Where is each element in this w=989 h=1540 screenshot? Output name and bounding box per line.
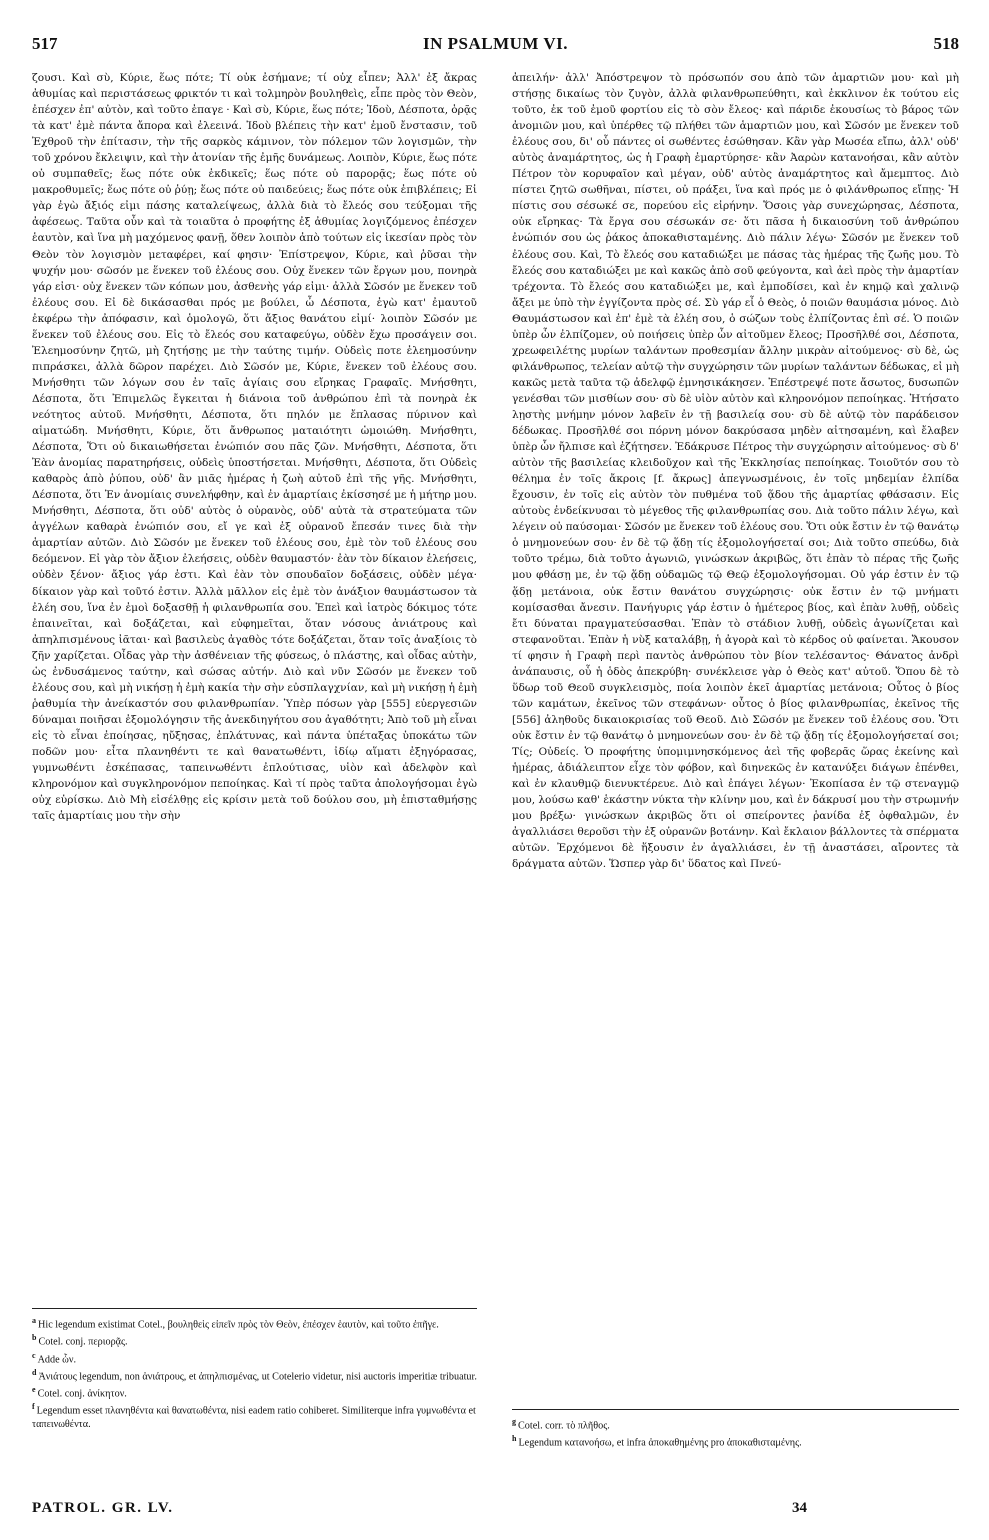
footnotes-right (512, 1416, 959, 1451)
left-text-column (32, 70, 477, 824)
footnote-mark: h (512, 1434, 517, 1444)
footnote-text: Legendum κατανοήσω, et infra ἀποκαθημένης pro ἀποκαθισταμένης. (518, 1437, 802, 1449)
page-number-right: 518 (933, 34, 959, 53)
footnote-text: Cotel. corr. τὸ πλῆθος. (518, 1420, 610, 1432)
footnote-mark: f (32, 1402, 35, 1412)
footnote-mark: d (32, 1367, 37, 1377)
page-footer (32, 1500, 959, 1520)
footnote (32, 1401, 477, 1431)
series-signature: PATROL. GR. LV. (32, 1500, 174, 1516)
footnote-text: Legendum esset πλανηθέντα καὶ θανατωθέντα, nisi eadem ratio cohiberet. Similiterque infra γυμνωθέντα et ταπεινωθέντα. (32, 1405, 476, 1430)
right-text-column (512, 70, 959, 872)
page-number-left: 517 (32, 34, 58, 53)
running-title: IN PSALMUM VI. (422, 34, 569, 53)
footnote-divider-right (512, 1409, 959, 1410)
footnote (512, 1416, 959, 1433)
footnotes-left (32, 1315, 477, 1432)
footnote (32, 1350, 477, 1367)
signature-number: 34 (792, 1500, 807, 1516)
footnote-mark: e (32, 1385, 36, 1395)
footnote-text: Cotel. conj. ἀνίκητον. (37, 1388, 127, 1400)
footnote-text: Cotel. conj. περιορᾷς. (38, 1336, 128, 1348)
footnote-text: Hic legendum existimat Cotel., βουληθεὶς εἰπεῖν πρὸς τὸν Θεὸν, ἐπέσχεν ἑαυτὸν, καὶ τοῦτο ἐπῆγε. (38, 1319, 439, 1331)
footnote (32, 1384, 477, 1401)
footnote-divider-left (32, 1308, 477, 1309)
footnote-text: Adde ὧν. (37, 1353, 77, 1365)
left-column-paragraph: ζουσι. Καὶ σὺ, Κύριε, ἕως πότε; Τί οὐκ ἐσήμανε; τί οὐχ εἶπεν; Ἀλλ' ἐξ ἄκρας ἀθυμίας καὶ περιστάσεως φρικτόν τι καὶ τολμηρὸν βουληθεὶς, εἶπε πρὸς τὸν Θεὸν, ἐπέσχεν ἐπ' αὐτὸν, καὶ τοῦτο ἐπαγε · Καὶ σὺ, Κύριε, ἕως πότε; Ἰδοὺ, Δέσποτα, ὁρᾷς τὰ κατ' ἐμὲ πάντα ἄπορα καὶ ἐλεεινά. Ἰδοὺ βλέπεις τὴν κατ' ἐμοῦ ἔνστασιν, τοῦ Ἐχθροῦ τὴν ἐπίτασιν, τὴν τῆς σαρκὸς κάμινον, τὸν πόλεμον τῶν λογισμῶν, τὴν τοῦ χρόνου ἔκλειψιν, καὶ τὴν ἀτονίαν τῆς ἐμῆς δυνάμεως. Λοιπὸν, Κύριε, ἕως πότε οὐ συμπαθεῖς; ἕως πότε οὐκ ἐκδικεῖς; ἕως πότε οὐ παρορᾷς; ἕως πότε οὐ μακροθυμεῖς; ἕως πότε οὐ ῥύῃ; ἕως πότε οὐ παιδεύεις; ἕως πότε οὐκ ἐπιβλέπεις; Εἰ γὰρ ἐγὼ ἄξιός εἰμι πάσης καταλείψεως, ἀλλὰ διὰ τὸ ἔλεός σου τεύξομαι τῆς ἀφέσεως. Ταῦτα οὖν καὶ τὰ τοιαῦτα ὁ προφήτης ἐξ ἀθυμίας λογιζόμενος ἐπέσχεν ἑαυτὸν, καὶ ἵνα μὴ μαχόμενος φανῇ, ὅθεν λοιπὸν ἀπὸ τούτων εἰς ἱκεσίαν πρὸς τὸν Θεὸν τὸν λογισμὸν μεταφέρει, καί φησιν· Ἐπίστρεψον, Κύριε, καὶ ῥῦσαι τὴν ψυχήν μου· σῶσόν με ἕνεκεν τοῦ ἐλέους σου. Οὐχ ἕνεκεν τῶν ἔργων μου, πονηρὰ γάρ εἰσι· οὐχ ἕνεκεν τῶν κόπων μου, ἀσθενὴς γάρ εἰμι· ἀλλὰ Σῶσόν με ἕνεκεν τοῦ ἐλέους σου. Εἰ δὲ δικάσασθαι πρός με βούλει, ὦ Δέσποτα, ἐγὼ κατ' ἐμαυτοῦ ἐκφέρω τὴν ἀπόφασιν, καὶ ὁμολογῶ, ὅτι ἄξιος θανάτου εἰμί· λοιπὸν Σῶσόν με ἕνεκεν τοῦ ἐλέους σου. Εἰς τὸ ἔλεός σου καταφεύγω, οὐδὲν ἔχω προσάγειν σοι. Ἐλεημοσύνην ζητῶ, μὴ ζητήσῃς με τὴν ταύτης τιμήν. Οὐδεὶς ποτε ἐλεημοσύνην πιπράσκει, ἀλλὰ δῶρον παρέχει. Διὸ Σῶσόν με, Κύριε, ἕνεκεν τοῦ ἐλέους σου. Μνήσθητι τῶν λόγων σου ἐν ταῖς ἁγίαις σου εἴρηκας Γραφαῖς. Μνήσθητι, Δέσποτα, ὅτι Ἐπιμελῶς ἔγκειται ἡ διάνοια τοῦ ἀνθρώπου ἐπὶ τὰ πονηρὰ ἐκ νεότητος αὐτοῦ. Μνήσθητι, Δέσποτα, ὅτι πηλόν με ἔπλασας πύρινον καὶ αἱματώδη. Μνήσθητι, Κύριε, ὅτι ἄνθρωπος ματαιότητι ὡμοιώθη. Μνήσθητι, Δέσποτα, Ὅτι οὐ δικαιωθήσεται ἐνώπιόν σου πᾶς ζῶν. Μνήσθητι, Δέσποτα, ὅτι Ἐὰν ἀνομίας παρατηρήσεις, οὐδεὶς ὑποστήσεται. Μνήσθητι, Δέσποτα, ὅτι Οὐδεὶς καθαρὸς ἀπὸ ῥύπου, οὐδ' ἂν μιᾶς ἡμέρας ἡ ζωὴ αὐτοῦ ἐπὶ τῆς γῆς. Μνήσθητι, Δέσποτα, ὅτι Ἐν ἀνομίαις συνελήφθην, καὶ ἐν ἁμαρτίαις ἐκίσσησέ με ἡ μήτηρ μου. Μνήσθητι, Δέσποτα, ὅτι οὐδ' αὐτὸς ὁ οὐρανὸς, οὐδ' αὐτὰ τὰ στρατεύματα τῶν ἀγγέλων καθαρὰ ἐνώπιόν σου, εἴ γε καὶ ἐξ οὐρανοῦ ἔπεσάν τινες διὰ τὴν ἁμαρτίαν αὐτῶν. Διὸ Σῶσόν με ἕνεκεν τοῦ ἐλέους σου, ἐμὲ τὸν τοῦ ἐλέους σου δεόμενον. Εἰ γὰρ τὸν ἄξιον ἐλεήσεις, οὐδὲν θαυμαστόν· ἐὰν τὸν δίκαιον ἐλεήσεις, οὐδὲν ξένον· ἄξιος γάρ ἐστι. Καὶ ἐὰν τὸν σπουδαῖον δοξάσεις, οὐδὲν μέγα· δίκαιον γὰρ καὶ τοῦτό ἐστιν. Ἀλλὰ μᾶλλον εἰς ἐμὲ τὸν ἀνάξιον θαυμάστωσον τὰ ἐλέη σου, ἵνα ἐν ἐμοὶ δοξασθῇ ἡ φιλανθρωπία σου. Ἐπεὶ καὶ ἰατρὸς δόκιμος τότε ἐπαινεῖται, καὶ δοξάζεται, καὶ εὐφημεῖται, ὅταν νόσους ἀνιάτρους καὶ ἀπηλπισμένους ἰᾶται· καὶ βασιλεὺς ἀγαθὸς τότε δοξάζεται, ὅταν τοῖς ἀναξίοις τὸ ζῆν χαρίζεται. Οἶδας γὰρ τὴν ἀσθένειαν τῆς φύσεως, ὁ πλάστης, καὶ οἶδας αὐτὴν, ὡς ἐνδυσάμενος ταύτην, καὶ σώσας αὐτήν. Διὸ καὶ νῦν Σῶσόν με ἕνεκεν τοῦ ἐλέους σου, καὶ μὴ νικήσῃ ἡ ἐμὴ κακία τὴν σὴν εὐσπλαγχνίαν, καὶ μὴ νικήσῃ ἡ ἐμὴ ῥαθυμία τὴν ἀνείκαστόν σου φιλανθρωπίαν. Ὑπὲρ πόσων γὰρ [555] εὐεργεσιῶν δύναμαι ποιῆσαι ἐξομολόγησιν τῆς ἀνεκδιηγήτου σου ἀγαθότητι; Ἀπὸ τοῦ μὴ εἶναι εἰς τὸ εἶναι ἐποίησας, ηὔξησας, ἐπλάτυνας, καὶ πάντα ὑπέταξας ὑποκάτω τῶν ποδῶν μου· εἶτα πλανηθέντι τε καὶ θανατωθέντι, ἰδίῳ αἵματι ἐξηγόρασας, γυμνωθέντι ἐσκέπασας, ταπεινωθέντι ἐπλούτισας, υἱὸν καὶ ἀδελφὸν καὶ κληρονόμον καὶ συγκληρονόμον πεποίηκας. Καὶ τί πρὸς ταῦτα ἀπολογήσομαι ἐγὼ οὐχ εὑρίσκω. Διὸ Μὴ εἰσέλθῃς εἰς κρίσιν μετὰ τοῦ δούλου σου, μὴ ἐπισταθμήσῃς ταῖς ἁμαρτίαις μου τὴν σὴν (32, 72, 477, 823)
footnote-mark: g (512, 1417, 516, 1426)
footnote-text: Ἀνιάτους legendum, non ἀνιάτρους, et ἀπηλπισμένας, ut Cotelerio videtur, nisi auctoris imperitiæ tribuatur. (38, 1371, 477, 1383)
footnote-mark: a (32, 1316, 36, 1325)
right-column-paragraph: ἀπειλήν· ἀλλ' Ἀπόστρεψον τὸ πρόσωπόν σου ἀπὸ τῶν ἁμαρτιῶν μου· καὶ μὴ στήσῃς δικαίως τὸν ζυγὸν, ἀλλὰ φιλανθρωπεύθητι, καὶ ἐκκλινον ἐκ τούτου εἰς τοῦτο, ἐκ τοῦ ἐμοῦ φορτίου εἰς τὸ σὸν ἔλεος· καὶ πάριδε ἐκουσίως τὸ βάρος τῶν ἀνομιῶν μου, καὶ ὑπέρθες τῷ πλήθει τῶν ἁμαρτιῶν μου, καὶ Σῶσόν με ἕνεκεν τοῦ ἐλέους σου, δι' οὗ πάντες οἱ σωθέντες ἐσώθησαν. Κἂν γὰρ Μωσέα εἴπω, ἀλλ' οὐδ' αὐτὸς ἀναμάρτητος, ὡς ἡ Γραφὴ ἐμαρτύρησε· κἂν Ἀαρὼν κατανοήσαι, κἂν αὐτὸν Πέτρον τὸν κορυφαῖον καὶ μέγαν, οὐδ' αὐτὸς ἀναμάρτητος καὶ ἄμεμπτος. Διὸ πίστει ζητῶ σωθῆναι, πίστει, οὐ πράξει, ἵνα καὶ πρός με ὁ φιλάνθρωπος εἴπῃς· Ἡ πίστις σου σέσωκέ σε, πορεύου εἰς εἰρήνην. Ὅσοις γὰρ συνεχώρησας, Δέσποτα, οὐκ εἴρηκας· Τὰ ἔργα σου σέσωκάν σε· ὅτι πᾶσα ἡ δικαιοσύνη τοῦ ἀνθρώπου ἐνώπιόν σου ὡς ῥάκος ἀποκαθισταμένης. Διὸ πάλιν λέγω· Σῶσόν με ἕνεκεν τοῦ ἐλέους σου. Καὶ, Τὸ ἔλεός σου καταδιώξει με πάσας τὰς ἡμέρας τῆς ζωῆς μου. Τὸ ἔλεός σου καταδιώξει με καὶ κακῶς ἀπὸ σοῦ φεύγοντα, καὶ ἀεὶ πρὸς τὴν ἁμαρτίαν τρέχοντα. Τὸ ἔλεός σου καταδιώξει με, καὶ ἐμποδίσει, καὶ ἐν κημῷ καὶ χαλινῷ ἄξει με ὑπὸ τὴν ἐγγίζοντα πρὸς σέ. Σὺ γάρ εἶ ὁ Θεὸς, ὁ ποιῶν θαυμάσια μόνος. Διὸ Θαυμάστωσον καὶ ἐπ' ἐμὲ τὰ ἐλέη σου, ὁ σώζων τοὺς ἐλπίζοντας ἐπὶ σέ. Ὁ ποιῶν ὑπὲρ ὧν ἐλπίζομεν, οὐ ποιήσεις ὑπὲρ ὧν αἰτοῦμεν ἔλεος; Προσῆλθέ σοι, Δέσποτα, χρεωφειλέτης μυρίων ταλάντων προθεσμίαν ἄλλην μικρὰν αἰτούμενος· σὺ δὲ, ὡς φιλάνθρωπος, τελείαν αὐτῷ τὴν συγχώρησιν τῶν μυρίων ταλάντων δέδωκας, εἰ μὴ κακῶς μετὰ ταῦτα τῷ ἀδελφῷ ἐμνησικάκησεν. Ἐπέστρεψέ ποτε ἄσωτος, δυσωπῶν γενέσθαι τῶν μισθίων σου· σὺ δὲ υἱὸν αὐτὸν καὶ κληρονόμον πεποίηκας. Ἠτήσατο λῃστὴς μνήμην μόνον λαβεῖν ἐν τῇ βασιλείᾳ σου· σὺ δὲ αὐτῷ τὸν παράδεισον δέδωκας. Προσῆλθέ σοι πόρνη μόνον δακρύσασα μηδὲν αἰτησαμένη, καὶ ἔλαβεν ὑπὲρ ὧν ἤλπισε καὶ ἐζήτησεν. Ἐδάκρυσε Πέτρος τὴν συγχώρησιν αἰτούμενος· σὺ δ' αὐτὸν τῆς βασιλείας κλειδοῦχον καὶ τῆς Ἐκκλησίας πεποίηκας. Τοιοῦτόν σου τὸ θέλημα ἐν τοῖς ἄκροις [f. ἄκρως] ἀπεγνωσμένοις, ἐν τοῖς μηδεμίαν ἐλπίδα ἔχουσιν, ἐν τοῖς εἰς αὐτὸν τὸν πυθμένα τοῦ ᾅδου τῆς ἁμαρτίας φθάσασιν. Εἰς αὐτοὺς ἐνδείκνυσαι τὸ μέγεθος τῆς φιλανθρωπίας σου. Διὰ τοῦτο πάλιν λέγω, καὶ λέγειν οὐ παύσομαι· Σῶσόν με ἕνεκεν τοῦ ἐλέους σου. Ὅτι οὐκ ἔστιν ἐν τῷ θανάτῳ ὁ μνημονεύων σου· ἐν δὲ τῷ ᾅδῃ τίς ἐξομολογήσεταί σοι; Διὰ τοῦτο σπεύδω, διὰ τοῦτο τρέμω, διὰ τοῦτο ἀγωνιῶ, γινώσκων ἀκριβῶς, ὅτι ἐπὰν τὸ πέρας τῆς ζωῆς μου φθάσῃ με, ἐν τῷ ᾅδῃ οὐδαμῶς τῷ Θεῷ ἐξομολογήσομαι. Οὐ γάρ ἐστιν ἐν τῷ ᾅδῃ μετάνοια, οὐκ ἔστιν θανάτου συγχώρησις· οὐκ ἔστιν ἐν τῷ μνήματι κομίσασθαι ἄνεσιν. Πανήγυρις γάρ ἐστιν ὁ ἡμέτερος βίος, καὶ ἐπὰν λυθῇ, οὐδεὶς ἔτι δύναται πραγματεύσασθαι. Ἐπὰν τὸ στάδιον λυθῇ, οὐδεὶς ἀγωνίζεται καὶ στεφανοῦται. Ἐπὰν ἡ νὺξ καταλάβῃ, ἡ ἀγορὰ καὶ τὸ κέρδος οὐ φαίνεται. Ἄκουσον τί φησιν ἡ Γραφὴ περὶ παντὸς ἀνθρώπου τὸν βίον τελέσαντος· Θάνατος ἀνδρὶ ἀνάπαυσις, οὗ ἡ ὁδὸς ἀπεκρύβη· συνέκλεισε γὰρ ὁ Θεὸς κατ' αὐτοῦ. Ὅπου δὲ τὸ ὕδωρ τοῦ Θεοῦ συγκλεισμὸς, ποία λοιπὸν ἐκεῖ ἁμαρτίας μετάνοια; Οὗτος ὁ βίος τῶν καμάτων, ἐκεῖνος τῶν στεφάνων· οὗτος ὁ βίος φιλανθρωπίας, ἐκεῖνος τῆς [556] ἀληθοῦς δικαιοκρισίας τοῦ Θεοῦ. Διὸ Σῶσόν με ἕνεκεν τοῦ ἐλέους σου. Ὅτι οὐκ ἔστιν ἐν τῷ θανάτῳ ὁ μνημονεύων σου· ἐν δὲ τῷ ᾅδῃ τίς ἐξομολογήσεταί σοι; Τίς; Οὐδείς. Ὁ προφήτης ὑπομιμνησκόμενος ἀεὶ τῆς φοβερᾶς ὥρας ἐκείνης καὶ ἡμέρας, ἀδιάλειπτον εἶχε τὸν φόβον, καὶ διηνεκῶς ἐν κατανύξει διάγων ἐπένθει, καὶ ἐν κλαυθμῷ διενυκτέρευε. Διὸ καὶ ἐπάγει λέγων· Ἐκοπίασα ἐν τῷ στεναγμῷ μου, λούσω καθ' ἑκάστην νύκτα τὴν κλίνην μου, καὶ ἐν δάκρυσί μου τὴν στρωμνήν μου βρέξω· γινώσκων ἀκριβῶς ὅτι οἱ σπείροντες ῥανίδα ἐξ ὀφθαλμῶν, ἐν ἀγαλλιάσει θεροῦσι τὴν ἐξ οὐρανῶν βοτάνην. Καὶ ἔκλαιον βάλλοντες τὰ σπέρματα αὐτῶν. Ἐρχόμενοι δὲ ἥξουσιν ἐν ἀγαλλιάσει, ἐν τῇ ἀναστάσει, αἴροντες τὰ δράγματα αὐτῶν. Ὥσπερ γὰρ δι' ὕδατος καὶ Πνεύ- (512, 72, 959, 871)
footnote (32, 1332, 477, 1349)
footnote-mark: b (32, 1333, 37, 1343)
footnote (512, 1433, 959, 1450)
footnote (32, 1367, 477, 1384)
footnote (32, 1315, 477, 1332)
running-header (32, 34, 959, 56)
footnote-mark: c (32, 1350, 36, 1360)
